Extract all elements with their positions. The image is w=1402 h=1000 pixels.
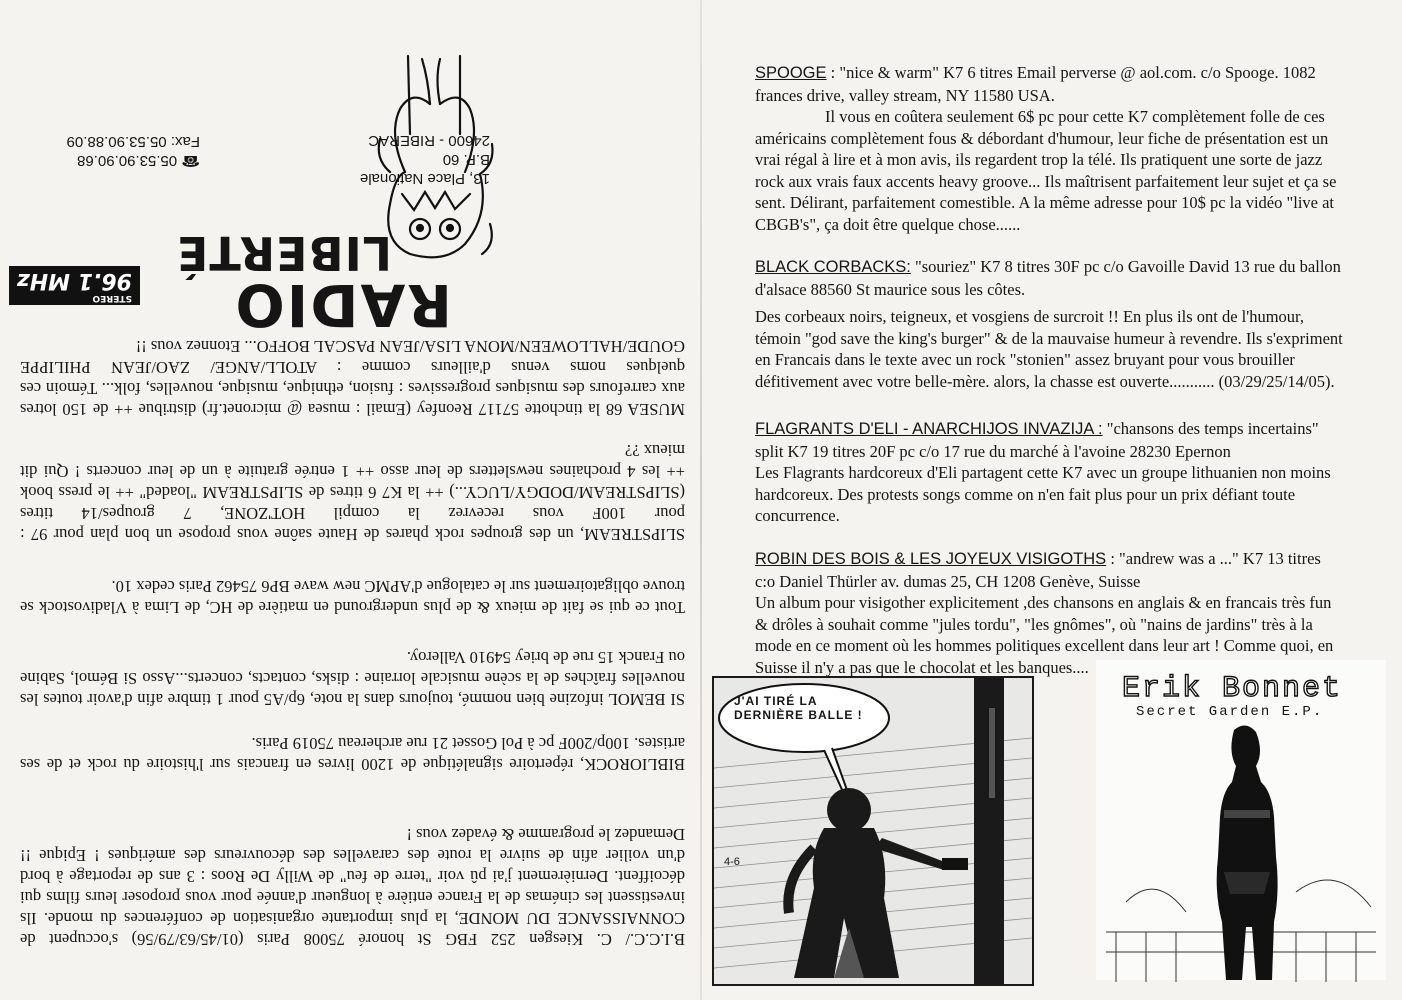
speech-bubble: J'AI TIRÉ LA DERNIÈRE BALLE ! (734, 694, 863, 722)
panel-number: 4-6 (724, 856, 740, 868)
entry-heading: ROBIN DES BOIS & LES JOYEUX VISIGOTHS (755, 550, 1107, 568)
entry-heading: BLACK CORBACKS: (755, 258, 911, 276)
entry-reference: "chansons des temps incertains" split K7 19 titres 20F pc c/o 17 rue du marché à l'avoine 28230 Epernon (755, 419, 1319, 461)
entry-heading: FLAGRANTS D'ELI - ANARCHIJOS INVAZIJA : (755, 420, 1103, 438)
paragraph-apmc: Tout ce qui se fait de mieux & de plus underground en matière de HC, de Lima à Vladivostock se trouve obligatoirement sur le catalogue d'APMC new wave BP6 75462 Paris cedex 10. (20, 577, 685, 617)
left-page (0, 0, 700, 1000)
paragraph-musea: MUSEA 68 la tinchotte 57117 Reonfey (Email : musea @ micronet.fr) distribue ++ de 150 lotres aux carrefours des musiques progressives : fusion, ethnique, musique, nouvelles, folk... Témoin ces quelques noms venus d'ailleurs comme : ATOLL/ANGE/ ZAO/JEAN PHILIPPE GOUDE/HALLOWEEN/MONA LISA/JEAN PASCAL BOFFO... Etonnez vous !! (20, 337, 685, 419)
entry-heading: SPOOGE (755, 64, 827, 82)
paragraph-bicc: B.I.C.C./ C. Kiesgen 252 FBG St honoré 75008 Paris (01/45/63/79/56) s'occupent de CONNAISSANCE DU MONDE, la plus importante organisation de conférences du monde. Ils investissent les cinémas de la France entière à longueur d'année pour vous proposer leurs films qui décoiffent. Dernièrement j'ai pû voir "terre de feu" de Willy De Roos : 3 ans de reportage à bord d'un voilier afin de suivre la route des caravelles des découvreurs des amériques ! Epique !! Demandez le programme & évadez vous ! (20, 825, 685, 949)
entry-reference: "souriez" K7 8 titres 30F pc c/o Gavoille David 13 rue du ballon d'alsace 88560 St maurice sous les côtes. (755, 257, 1341, 299)
entry-spooge (755, 62, 1345, 235)
cover-photo (1096, 722, 1386, 982)
entry-black-corbacks (755, 256, 1345, 392)
rotated-content (0, 0, 700, 1000)
entry-body: Il vous en coûtera seulement 6$ pc pour cette K7 complètement folle de ces américains complètement fous & débordant d'humour, leur fiche de présentation est un vrai régal à lire et à mon avis, ils regardent trop la télé. Ils pratiquent une sorte de jazz rock aux vrais faux accents heavy groove... Ils maîtrisent parfaitement leur sujet et ça se sent. Délirant, parfaitement comestible. A la même adresse pour 10$ pc la vidéo "live at CBGB's", ça doit être quelque chose...... (755, 107, 1337, 234)
entry-reference: : "andrew was a ..." K7 13 titres c:o Daniel Thürler av. dumas 25, CH 1208 Genève, Suisse (755, 549, 1321, 591)
fax-number: Fax: 05.53.90.88.09 (66, 133, 200, 150)
frequency-badge (9, 266, 140, 305)
album-cover (1096, 660, 1386, 980)
logo-word-liberte: LIBERTÉ (175, 226, 392, 280)
entry-body: Des corbeaux noirs, teigneux, et vosgiens de surcroit !! En plus ils ont de l'humour, témoin "god save the king's burger" & de la mauvaise humeur à revendre. Ils s'expriment en Francais dans le texte avec un rock "stonien" assez bruyant pour vous brouiller défitivement avec votre belle-mère. alors, la chasse est ouverte........... (03/29/25/14/05). (755, 307, 1343, 391)
stereo-label: STEREO (92, 293, 132, 303)
address-line: B.P. 60 (442, 151, 490, 168)
entry-robin-des-bois (755, 548, 1345, 678)
cover-artist: Erik Bonnet (1122, 672, 1343, 706)
paragraph-bibliorock: BIBLIOROCK, répertoire signalétique de 1200 livres en francais sur l'histoire du rock et de ses artistes. 100p/200F pc à Pol Gosset 21 rue archereau 75019 Paris. (20, 734, 685, 774)
paragraph-si-bemol: SI BEMOL infozine bien nommé, toujours dans la note, 6p/A5 pour 1 timbre afin d'avoir toutes les nouvelles fraîches de la scène musicale lorraine : disks, contacts, concerts...Asso Si Bémol, Sabine ou Franck 15 rue de briey 54910 Valleroy. (20, 648, 685, 709)
address-line: 24600 - RIBERAC (368, 132, 490, 149)
comic-illustration (714, 678, 1032, 984)
phone-number: ☎ 05.53.90.90.68 (77, 152, 200, 169)
comic-panel (712, 676, 1034, 986)
address-line: 13, Place Nationale (359, 170, 490, 187)
mascot-drawing (370, 49, 500, 284)
cover-title: Secret Garden E.P. (1136, 704, 1324, 720)
entry-flagrants-deli (755, 418, 1345, 527)
entry-reference: : "nice & warm" K7 6 titres Email perverse @ aol.com. c/o Spooge. 1082 frances drive, valley stream, NY 11580 USA. (755, 63, 1316, 105)
entry-body: Les Flagrants hardcoreux d'Eli partagent cette K7 avec un groupe lithuanien non moins hardcoreux. Des protests songs comme on n'en fait plus pour un prix défiant toute concurrence. (755, 463, 1331, 525)
logo-word-radio: RADIO (233, 271, 452, 339)
right-page (700, 0, 1402, 1000)
entry-body: Un album pour visigother explicitement ,des chansons en anglais & en francais très fun & drôles à souhait comme "jules tordu", "les gnômes", où "nains de jardins" très à la mode en ce moment où les hommes politiques excellent dans leur art ! Comme quoi, en Suisse il n'y a pas que le chocolat et les banques.... (755, 593, 1334, 677)
contact-block (30, 132, 200, 170)
frequency-value: 96.1 MHz (16, 268, 132, 293)
paragraph-slipstream: SLIPSTREAM, un des groupes rock phares de Haute saône vous propose un bon plan pour 97 : pour 100F vous recevrez la compil HOT'ZONE, 7 groupes/14 titres (SLIPSTREAM/DODGY/LUCY...) ++ la K7 6 titres de SLIPSTREAM "loaded" ++ le press book ++ les 4 prochaines newsletters de leur asso ++ 1 entrée gratuite à un de leur concerts ! Qui dit mieux ?? (20, 441, 685, 544)
